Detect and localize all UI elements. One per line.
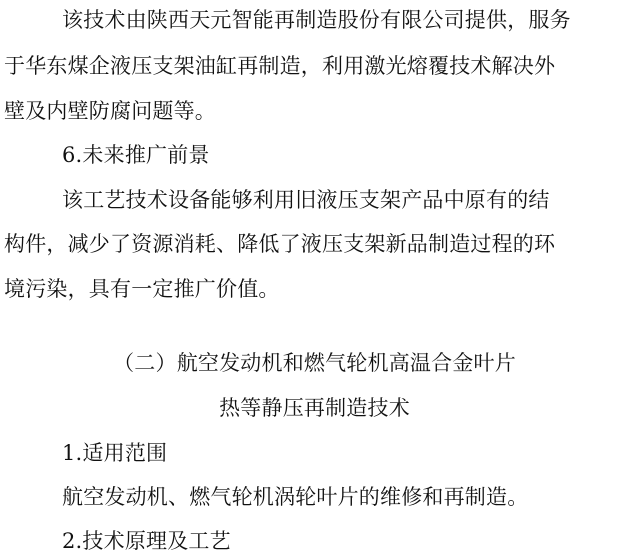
paragraph-line: 壁及内壁防腐问题等。 xyxy=(4,99,216,123)
scope-text: 航空发动机、燃气轮机涡轮叶片的维修和再制造。 xyxy=(62,485,529,509)
paragraph-line: 于华东煤企液压支架油缸再制造，利用激光熔覆技术解决外 xyxy=(4,54,556,78)
section-title-line1: （二）航空发动机和燃气轮机高温合金叶片 xyxy=(113,351,516,375)
section-heading-future: 6.未来推广前景 xyxy=(62,143,210,167)
principle-heading: 2.技术原理及工艺 xyxy=(62,529,231,553)
paragraph-line: 该技术由陕西天元智能再制造股份有限公司提供，服务 xyxy=(62,8,571,32)
paragraph-line: 该工艺技术设备能够利用旧液压支架产品中原有的结 xyxy=(62,188,550,212)
section-title-line2: 热等静压再制造技术 xyxy=(219,396,410,420)
scope-heading: 1.适用范围 xyxy=(62,441,168,465)
paragraph-line: 构件，减少了资源消耗、降低了液压支架新品制造过程的环 xyxy=(4,232,556,256)
paragraph-line: 境污染，具有一定推广价值。 xyxy=(4,277,280,301)
